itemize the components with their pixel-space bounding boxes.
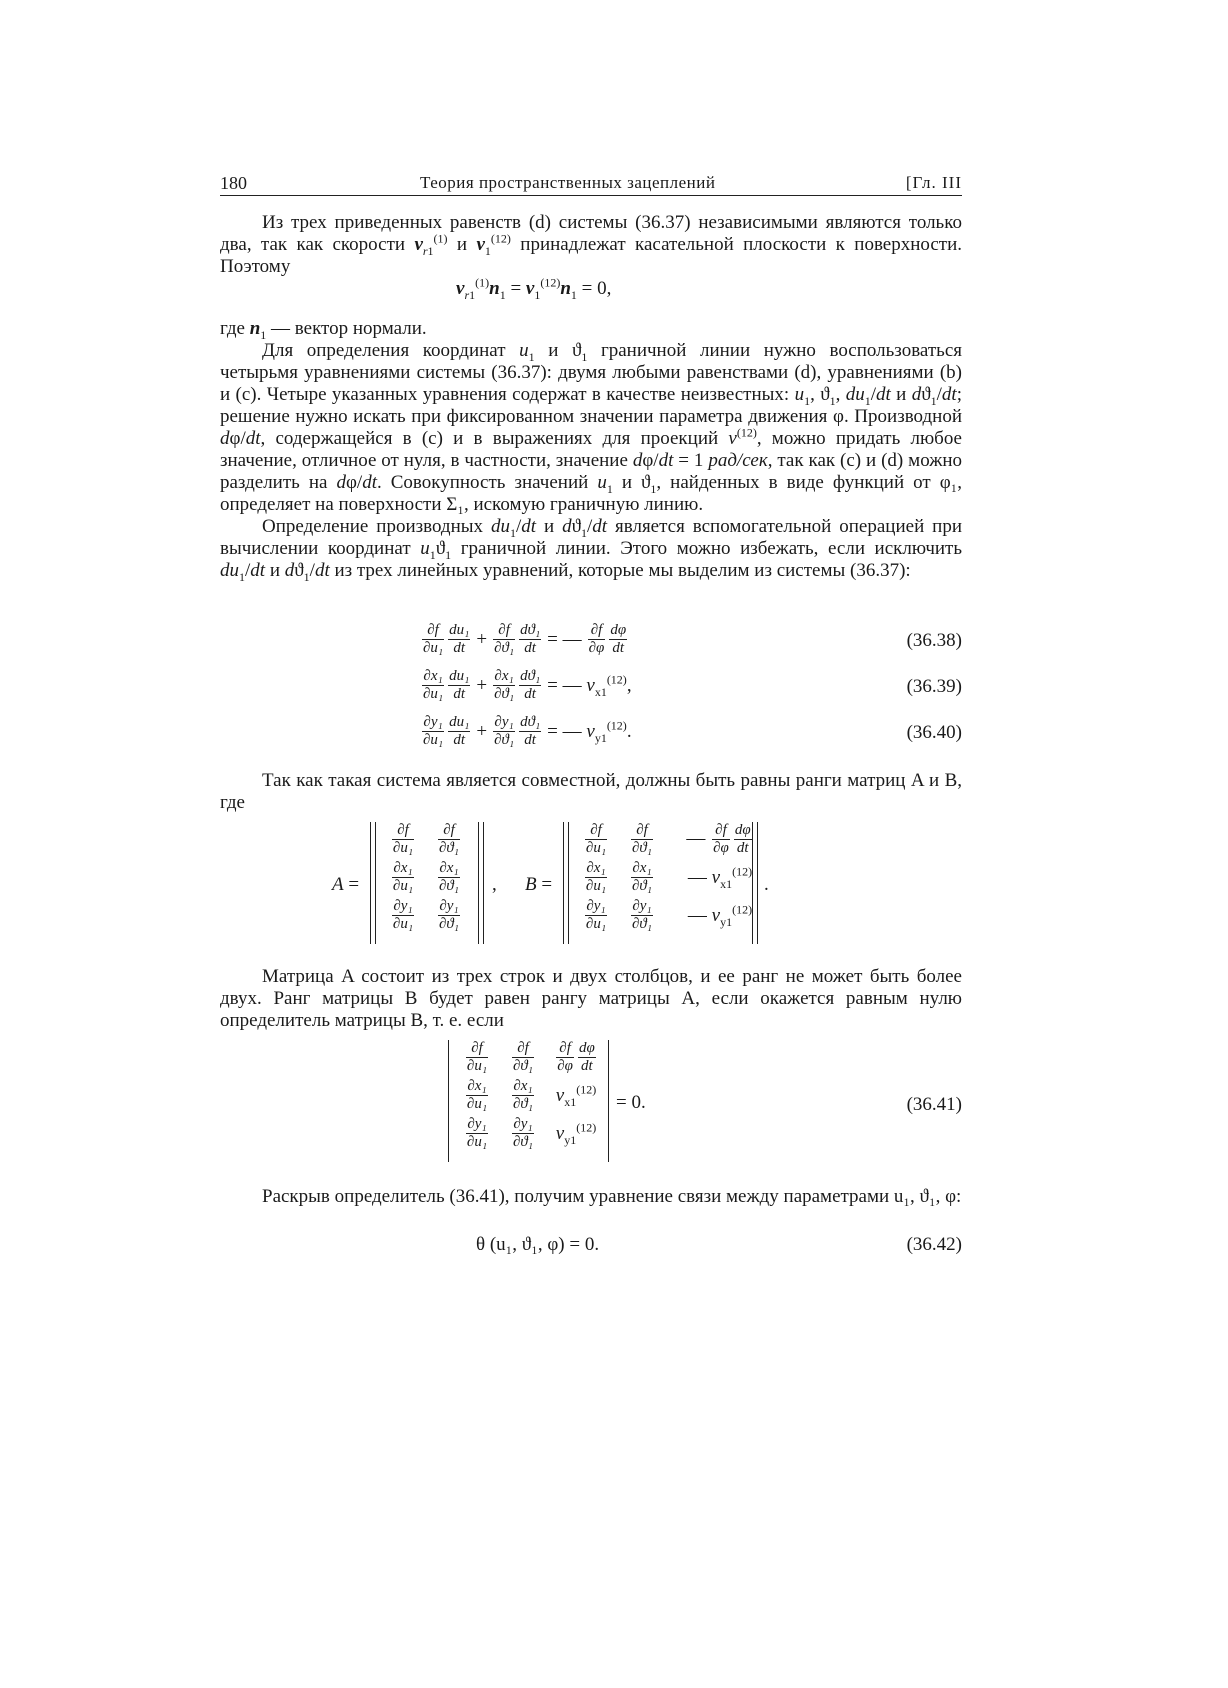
paragraph-5: Так как такая система является совместной, должны быть равны ранги матриц A и B, где bbox=[220, 770, 962, 813]
equation-36-42: θ (u₁, ϑ₁, φ) = 0. (36.42) bbox=[476, 1234, 962, 1255]
equation-number-42: (36.42) bbox=[906, 1234, 962, 1255]
equation-normal-dot: $v_{r1}^{(1)}n_1 = v_1^{(12)}n_1 = 0$, bbox=[456, 275, 612, 302]
equation-number-40: (36.40) bbox=[906, 722, 962, 743]
paragraph-1: Из трех приведенных равенств (d) системы (36.37) независимыми являются только два, так как скорости $v_{r1}^{(1)}$ и $v_1^{(12)}$ принадлежат касательной плоскости к поверхности. Поэтому bbox=[220, 212, 963, 277]
equation-number-38: (36.38) bbox=[906, 630, 962, 651]
page-header bbox=[220, 170, 962, 196]
paragraph-2: где $n_1$ — вектор нормали. Для определения координат $u_1$ и $ϑ_1$ граничной линии нужно воспользоваться четырьмя уравнениями системы (36.37): двумя любыми равенствами (d), уравнениями (b) и (c). Четыре указанных уравнения содержат в качестве неизвестных: $u_1$, $ϑ_1$, $du_1/dt$ и $dϑ_1/dt$; решение нужно искать при фиксированном значении параметра движения φ. Производной dφ/dt, содержащейся в (c) и в выражениях для проекций $v^{(12)}$, можно придать любое значение, отличное от нуля, в частности, значение dφ/dt = 1 рад/сек, так как (c) и (d) можно разделить на dφ/dt. Совокупность значений $u_1$ и $ϑ_1$, найденных в виде функций от φ₁, определяет на поверхности Σ₁, искомую граничную линию. Определение производных $du_1/dt$ и $dϑ_1/dt$ является вспомогательной операцией при вычислении координат $u_1ϑ_1$ граничной линии. Этого можно избежать, если исключить $du_1/dt$ и $dϑ_1/dt$ из трех линейных уравнений, которые мы выделим из системы (36.37): bbox=[220, 318, 963, 584]
page-number: 180 bbox=[220, 173, 247, 193]
matrix-a: $\frac{\partial f}{\text{∂u₁}}$ $\frac{\partial f}{\text{∂ϑ₁}}$ $\frac{\text{∂x₁}}{\text{∂u₁}}$ $\frac{\text{∂x₁}}{\text{∂ϑ₁}}$ $\frac{\text{∂y₁}}{\text{∂u₁}}$ $\frac{\text{∂y₁}}{\text{∂ϑ₁}}$ bbox=[392, 822, 459, 932]
equation-number-39: (36.39) bbox=[906, 676, 962, 697]
header-rule bbox=[220, 195, 962, 196]
equation-36-39: $\frac{\text{∂x₁}}{\text{∂u₁}}$ $\frac{\text{du₁}}{dt}$ + $\frac{\text{∂x₁}}{\text{∂ϑ₁}}$ $\frac{\text{dϑ₁}}{dt}$ = — $v_{x1}^{(12)}$, bbox=[423, 668, 632, 702]
equation-block-38-40 bbox=[220, 622, 962, 752]
paragraph-7: Раскрыв определитель (36.41), получим уравнение связи между параметрами u₁, ϑ₁, φ: bbox=[262, 1186, 962, 1207]
matrices-a-b: A = $\frac{\partial f}{\text{∂u₁}}$ $\frac{\partial f}{\text{∂ϑ₁}}$ $\frac{\text{∂x₁}}{\text{∂u₁}}$ $\frac{\text{∂x₁}}{\text{∂ϑ₁}}$ $\frac{\text{∂y₁}}{\text{∂u₁}}$ $\frac{\text{∂y₁}}{\text{∂ϑ₁}}$ , B = $\frac{\partial f}{\text{∂u₁}}$ $\frac{\partial f}{\text{∂ϑ₁}}$ — $\frac{\partial f}{\partial\varphi}$ $\frac{d\varphi}{dt}$ $\frac{\text{∂x₁}}{\text{∂u₁}}$ $\frac{\text{∂x₁}}{\text{∂ϑ₁}}$ — $v_{x1}^{(12)}$ $\frac{\text{∂y₁}}{\text{∂u₁}}$ $\frac{\text{∂y₁}}{\text{∂ϑ₁}}$ — $v_{y1}^{(12)}$ . bbox=[220, 822, 962, 952]
equation-36-38: $\frac{\partial f}{\text{∂u₁}}$ $\frac{\text{du₁}}{dt}$ + $\frac{\partial f}{\text{∂ϑ₁}}$ $\frac{\text{dϑ₁}}{dt}$ = — $\frac{\partial f}{\partial\varphi}$ $\frac{d\varphi}{dt}$ bbox=[423, 622, 627, 656]
equation-36-41: $\frac{\partial f}{\text{∂u₁}}$ $\frac{\partial f}{\text{∂ϑ₁}}$ $\frac{\partial f}{\partial\varphi}$ $\frac{d\varphi}{dt}$ $\frac{\text{∂x₁}}{\text{∂u₁}}$ $\frac{\text{∂x₁}}{\text{∂ϑ₁}}$ $v_{x1}^{(12)}$ $\frac{\text{∂y₁}}{\text{∂u₁}}$ $\frac{\text{∂y₁}}{\text{∂ϑ₁}}$ $v_{y1}^{(12)}$ = 0. (36.41) bbox=[220, 1040, 962, 1170]
matrix-a-label: A = bbox=[332, 874, 360, 895]
matrix-b-label: B = bbox=[525, 874, 553, 895]
running-title: Теория пространственных зацеплений bbox=[420, 173, 716, 192]
equation-36-40: $\frac{\text{∂y₁}}{\text{∂u₁}}$ $\frac{\text{du₁}}{dt}$ + $\frac{\text{∂y₁}}{\text{∂ϑ₁}}$ $\frac{\text{dϑ₁}}{dt}$ = — $v_{y1}^{(12)}$. bbox=[423, 714, 632, 748]
chapter-label: [Гл. III bbox=[905, 173, 962, 192]
equation-number-41: (36.41) bbox=[906, 1094, 962, 1115]
matrix-b: $\frac{\partial f}{\text{∂u₁}}$ $\frac{\partial f}{\text{∂ϑ₁}}$ — $\frac{\partial f}{\partial\varphi}$ $\frac{d\varphi}{dt}$ $\frac{\text{∂x₁}}{\text{∂u₁}}$ $\frac{\text{∂x₁}}{\text{∂ϑ₁}}$ — $v_{x1}^{(12)}$ $\frac{\text{∂y₁}}{\text{∂u₁}}$ $\frac{\text{∂y₁}}{\text{∂ϑ₁}}$ — $v_{y1}^{(12)}$ bbox=[585, 822, 753, 932]
paragraph-6: Матрица A состоит из трех строк и двух столбцов, и ее ранг не может быть более двух. Ранг матрицы B будет равен рангу матрицы A, если окажется равным нулю определитель матрицы B, т. е. если bbox=[220, 966, 962, 1031]
determinant-b: $\frac{\partial f}{\text{∂u₁}}$ $\frac{\partial f}{\text{∂ϑ₁}}$ $\frac{\partial f}{\partial\varphi}$ $\frac{d\varphi}{dt}$ $\frac{\text{∂x₁}}{\text{∂u₁}}$ $\frac{\text{∂x₁}}{\text{∂ϑ₁}}$ $v_{x1}^{(12)}$ $\frac{\text{∂y₁}}{\text{∂u₁}}$ $\frac{\text{∂y₁}}{\text{∂ϑ₁}}$ $v_{y1}^{(12)}$ bbox=[466, 1040, 597, 1150]
